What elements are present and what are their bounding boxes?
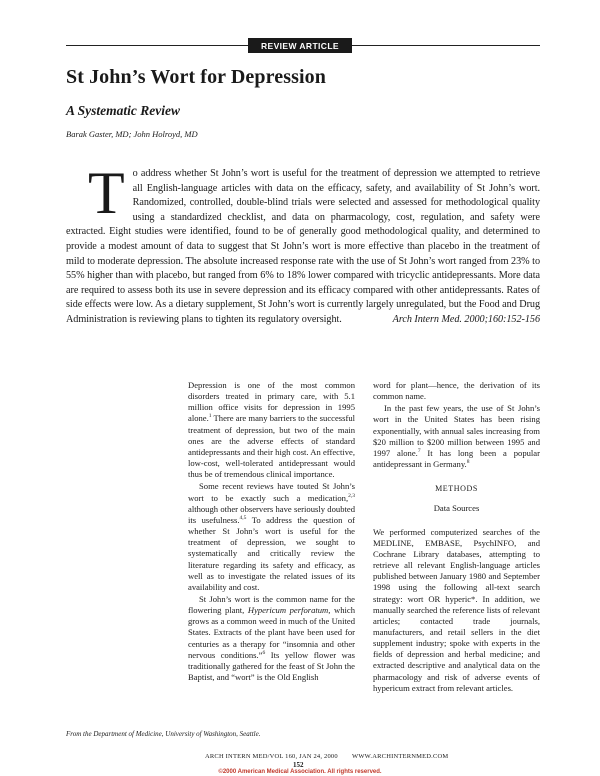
copyright-notice: ©2000 American Medical Association. All rights reserved. (218, 769, 382, 775)
data-sources-heading: Data Sources (433, 503, 480, 514)
body-paragraph: We performed computerized searches of the MEDLINE, EMBASE, PsychINFO, and Cochrane Library databases, attempting to retrieve all relevant English-language articles published between January 1980 and September 1998 using the following all-text search strategy: wort OR hyperic*. In addition, we manually searched the reference lists of relevant articles; contacted trade journals, manufacturers, and retail sellers in the diet supplement industry; spoke with experts in the fields of depression and herbal medicine; and extracted descriptive and analytical data on the pharmacology and risk of adverse events of hypericum extract from relevant articles. (373, 526, 540, 693)
body-column-left (188, 380, 355, 683)
article-authors: Barak Gaster, MD; John Holroyd, MD (66, 129, 198, 139)
body-paragraph: Some recent reviews have touted St John’s wort to be exactly such a medication,$^{2,3}$ although other observers have seriously doubted its usefulness.$^{4,5}$ To address the question of whether St John’s wort is useful for the treatment of depression, we sought to systematically and critically review the literature regarding its safety and efficacy, as well as to investigate the related issues of its availability and cost. (188, 481, 356, 592)
abstract (66, 160, 540, 328)
reference-marker: 7 (417, 448, 421, 455)
footer-website[interactable]: WWW.ARCHINTERNMED.COM (352, 753, 449, 760)
footer-journal: ARCH INTERN MED/VOL 160, JAN 24, 2000 (205, 753, 338, 760)
reference-marker: 4,5 (239, 515, 247, 522)
body-paragraph: In the past few years, the use of St John’s wort in the United States has been rising exponentially, with annual sales increasing from $20 million to $200 million between 1995 and 1997 alone.$^7$ It has long been a popular antidepressant in Germany.$^8$ (373, 403, 540, 470)
abstract-dropcap: T (88, 160, 125, 226)
abstract-text: o address whether St John’s wort is useful for the treatment of depression we attempted to retrieve all English-language articles with data on the efficacy, safety, and availability of St John’s wort. Randomized, controlled, double-blind trials were selected and assessed for methodological quality using a standardized checklist, and data on pharmacology, cost, regulation, and safety were extracted. Eight studies were identified, found to be of generally good methodological quality, and determined to provide a modest amount of data to suggest that St John’s wort is more effective than placebo in the treatment of mild to moderate depression. The absolute increased response rate with the use of St John’s wort ranged from 23% to 55% higher than with placebo, but ranged from 6% to 18% lower compared with tricyclic antidepressants. More data are required to assess both its use in severe depression and its efficacy compared with other antidepressants. Rates of side effects were low. As a dietary supplement, St John’s wort is currently largely unregulated, but the Food and Drug Administration is reviewing plans to tighten its regulatory oversight. (66, 168, 540, 325)
reference-marker: 6 (262, 649, 266, 656)
body-paragraph: word for plant—hence, the derivation of its common name. (373, 380, 540, 402)
article-title: St John’s Wort for Depression (66, 66, 326, 88)
author-affiliation: From the Department of Medicine, University of Washington, Seattle. (66, 730, 261, 738)
reference-marker: 8 (466, 459, 470, 466)
methods-heading: METHODS (435, 484, 478, 494)
abstract-citation: Arch Intern Med. 2000;160:152-156 (392, 313, 540, 325)
body-column-right (373, 380, 540, 694)
body-paragraph: St John’s wort is the common name for the flowering plant, Hypericum perforatum, which grows as a common weed in much of the United States. Extracts of the plant have been used for centuries as a therapy for “insomnia and other nervous conditions.”$^6$ Its yellow flower was traditionally gathered for the feast of St John the Baptist, and “wort” is the Old English (188, 593, 355, 683)
reference-marker: 2,3 (348, 492, 355, 499)
section-badge: REVIEW ARTICLE (248, 38, 352, 53)
reference-marker: 1 (208, 413, 212, 420)
article-subtitle: A Systematic Review (66, 103, 180, 118)
page-number: 152 (293, 761, 304, 769)
body-paragraph: Depression is one of the most common disorders treated in primary care, with 5.1 million office visits for depression in 1995 alone.$^1$ There are many barriers to the successful treatment of depression, but two of the main ones are the adverse effects of standard antidepressants and their high cost. An effective, low-cost, well-tolerated antidepressant would thus be of tremendous clinical importance. (188, 380, 355, 480)
